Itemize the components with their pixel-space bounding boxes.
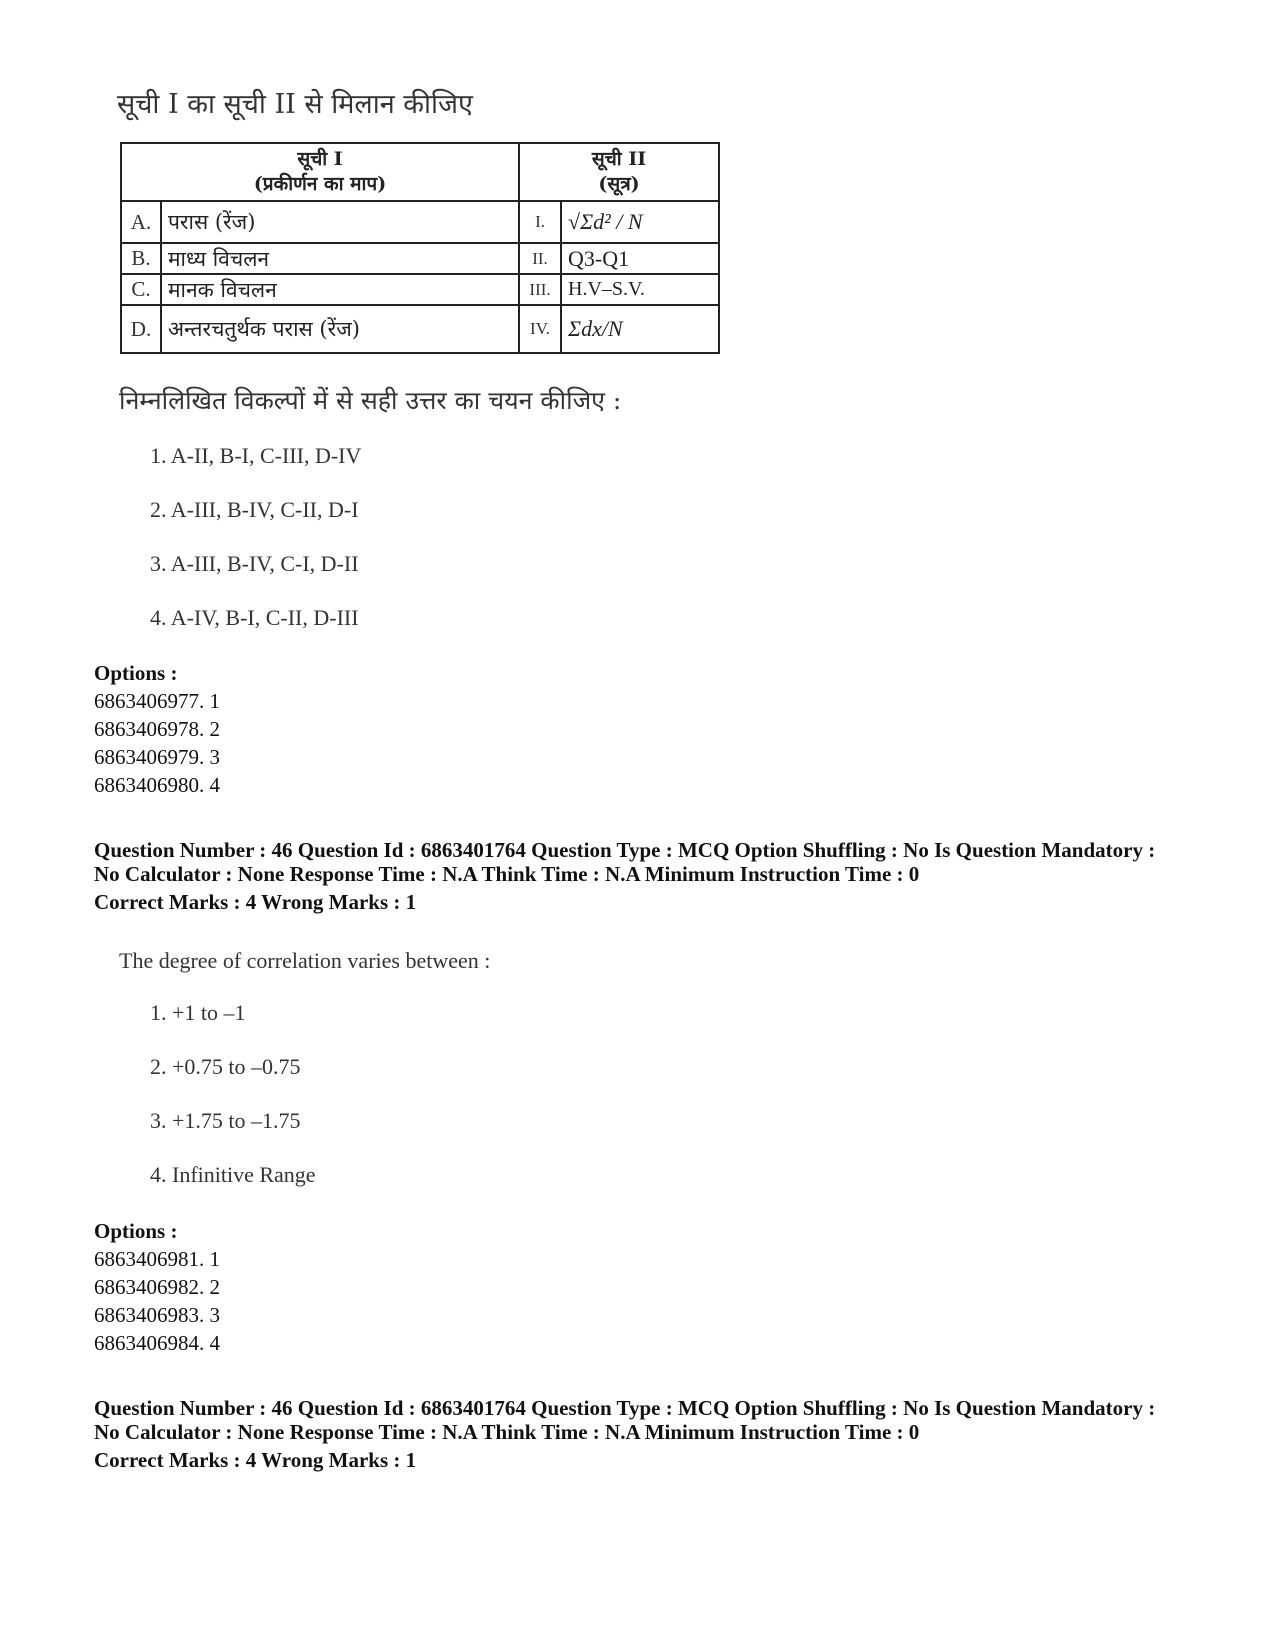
- choice-item: 1. +1 to –1: [150, 1000, 246, 1025]
- option-line: 6863406980. 4: [94, 773, 220, 797]
- row-formula: H.V–S.V.: [561, 274, 719, 305]
- choice-item: 2. A-III, B-IV, C-II, D-I: [150, 497, 359, 522]
- choice-item: 3. +1.75 to –1.75: [150, 1108, 301, 1133]
- question-meta: [94, 1396, 1214, 1444]
- row-item: मानक विचलन: [161, 274, 519, 305]
- option-line: 6863406979. 3: [94, 745, 220, 769]
- list-2-subtitle: (सूत्र): [598, 173, 640, 195]
- row-roman: II.: [519, 243, 561, 274]
- question-marks: Correct Marks : 4 Wrong Marks : 1: [94, 1448, 417, 1472]
- list-1-header: [121, 143, 519, 201]
- options-heading: Options :: [94, 1219, 178, 1243]
- row-label: C.: [121, 274, 161, 305]
- row-roman: IV.: [519, 305, 561, 353]
- meta-line: No Calculator : None Response Time : N.A Think Time : N.A Minimum Instruction Time : 0: [94, 1420, 920, 1444]
- meta-line: Question Number : 46 Question Id : 6863401764 Question Type : MCQ Option Shuffling : No Is Question Mandatory :: [94, 1396, 1156, 1420]
- choice-item: 4. Infinitive Range: [150, 1162, 316, 1187]
- table-row: [121, 305, 719, 353]
- option-line: 6863406978. 2: [94, 717, 220, 741]
- row-formula: Σdx/N: [561, 305, 719, 353]
- choice-item: 3. A-III, B-IV, C-I, D-II: [150, 551, 359, 576]
- row-formula: Q3-Q1: [561, 243, 719, 274]
- table-row: [121, 201, 719, 243]
- question-title: सूची I का सूची II से मिलान कीजिए: [117, 89, 473, 120]
- meta-line: No Calculator : None Response Time : N.A Think Time : N.A Minimum Instruction Time : 0: [94, 862, 920, 886]
- match-table: [120, 142, 720, 354]
- table-row: [121, 274, 719, 305]
- row-formula: √Σd² / N: [561, 201, 719, 243]
- list-2-header: [519, 143, 719, 201]
- row-label: D.: [121, 305, 161, 353]
- choice-item: 1. A-II, B-I, C-III, D-IV: [150, 443, 362, 468]
- list-1-subtitle: (प्रकीर्णन का माप): [253, 173, 387, 195]
- choice-item: 2. +0.75 to –0.75: [150, 1054, 301, 1079]
- table-row: [121, 243, 719, 274]
- list-2-title: सूची II: [591, 148, 647, 170]
- option-line: 6863406984. 4: [94, 1331, 220, 1355]
- option-line: 6863406982. 2: [94, 1275, 220, 1299]
- choice-item: 4. A-IV, B-I, C-II, D-III: [150, 605, 359, 630]
- option-line: 6863406981. 1: [94, 1247, 220, 1271]
- instruction-text: निम्नलिखित विकल्पों में से सही उत्तर का चयन कीजिए :: [119, 386, 622, 415]
- option-line: 6863406983. 3: [94, 1303, 220, 1327]
- question-meta: [94, 838, 1214, 886]
- row-label: B.: [121, 243, 161, 274]
- row-item: परास (रेंज): [161, 201, 519, 243]
- row-label: A.: [121, 201, 161, 243]
- meta-line: Question Number : 46 Question Id : 6863401764 Question Type : MCQ Option Shuffling : No Is Question Mandatory :: [94, 838, 1156, 862]
- row-item: अन्तरचतुर्थक परास (रेंज): [161, 305, 519, 353]
- option-line: 6863406977. 1: [94, 689, 220, 713]
- row-roman: III.: [519, 274, 561, 305]
- row-roman: I.: [519, 201, 561, 243]
- question-text: The degree of correlation varies between :: [119, 948, 491, 973]
- list-1-title: सूची I: [297, 148, 343, 170]
- table-header-row: [121, 143, 719, 201]
- options-heading: Options :: [94, 661, 178, 685]
- question-marks: Correct Marks : 4 Wrong Marks : 1: [94, 890, 417, 914]
- row-item: माध्य विचलन: [161, 243, 519, 274]
